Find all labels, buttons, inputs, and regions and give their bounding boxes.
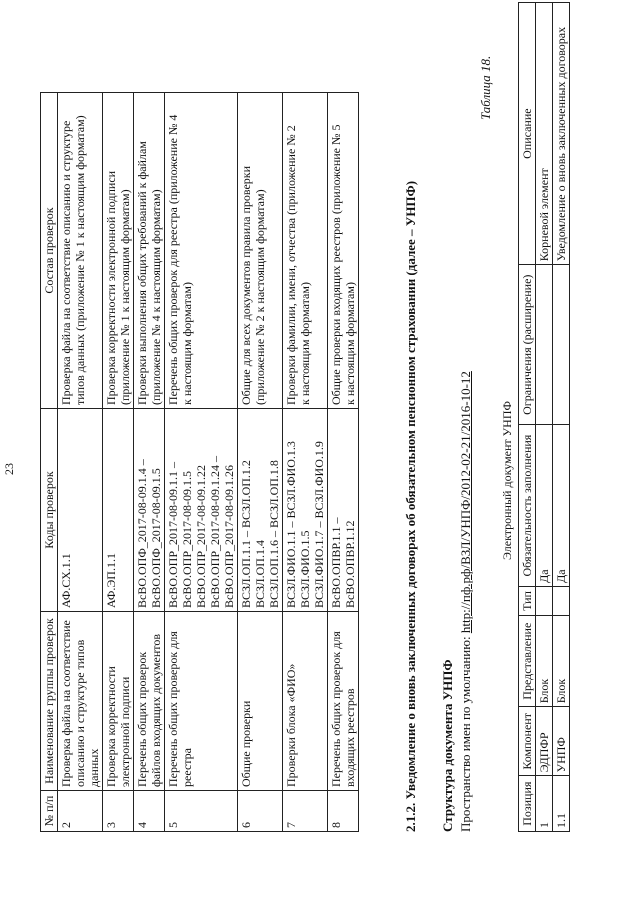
row-codes <box>58 409 103 612</box>
table-row <box>58 93 103 832</box>
row-num: 2 <box>58 791 103 832</box>
row-num: 7 <box>283 791 328 832</box>
code-line: ВсВО.ОПР_2017-08-09.1.24 – <box>208 456 222 608</box>
docs-cell: 1 <box>536 776 553 832</box>
code-line: ВСЗЛ.ФИО.1.5 <box>298 530 312 608</box>
code-line: ВсВО.ОПР_2017-08-09.1.1 – <box>166 462 180 608</box>
header-num: № п/п <box>41 791 58 832</box>
checks-body <box>58 93 359 832</box>
table-row <box>134 93 165 832</box>
checks-header-row <box>41 93 58 832</box>
namespace-line <box>458 371 474 832</box>
row-num: 8 <box>328 791 359 832</box>
code-line: ВСЗЛ.ОП.1.4 <box>253 540 267 608</box>
header-codes: Коды проверок <box>41 409 58 612</box>
docs-header-cell: Тип <box>519 586 536 615</box>
row-composition <box>165 93 238 409</box>
composition-line: Проверка корректности электронной подписи <box>104 170 118 405</box>
table-row <box>103 93 134 832</box>
code-line: ВСЗЛ.ФИО.1.1 – ВСЗЛ.ФИО.1.3 <box>284 441 298 608</box>
composition-line: к настоящим форматам) <box>298 282 312 405</box>
docs-cell: Уведомление о вновь заключенных договорах <box>553 3 570 265</box>
table-row <box>283 93 328 832</box>
row-composition <box>238 93 283 409</box>
row-codes <box>328 409 359 612</box>
code-line: ВСЗЛ.ОП.1.6 – ВСЗЛ.ОП.1.8 <box>267 460 281 608</box>
docs-header-cell: Описание <box>519 3 536 265</box>
table-row <box>238 93 283 832</box>
docs-cell: Блок <box>553 616 570 707</box>
row-composition <box>328 93 359 409</box>
composition-line: (приложение № 1 к настоящим форматам) <box>118 189 132 405</box>
row-group: Общие проверки <box>238 612 283 791</box>
row-codes <box>103 409 134 612</box>
table-row <box>536 3 553 832</box>
composition-line: (приложение № 2 к настоящим форматам) <box>253 189 267 405</box>
header-group: Наименование группы проверок <box>41 612 58 791</box>
composition-line: типов данных (приложение № 1 к настоящим форматам) <box>73 115 87 405</box>
row-group: Перечень общих проверок для входящих реестров <box>328 612 359 791</box>
docs-header-cell: Позиция <box>519 776 536 832</box>
row-num: 5 <box>165 791 238 832</box>
doc-caption: Электронный документ УНПФ <box>500 401 514 560</box>
docs-body <box>536 3 570 832</box>
docs-header-row <box>519 3 536 832</box>
row-codes <box>165 409 238 612</box>
code-line: ВсВО.ОПФ_2017-08-09.1.5 <box>149 468 163 608</box>
row-codes <box>283 409 328 612</box>
header-composition: Состав проверок <box>41 93 58 409</box>
section-heading: 2.1.2. Уведомление о вновь заключенных договорах об обязательном пенсионном страховании (далее – УНПФ) <box>403 180 418 832</box>
namespace-label: Пространство имен по умолчанию: <box>458 636 473 832</box>
composition-line: к настоящим форматам) <box>180 282 194 405</box>
composition-line: Перечень общих проверок для реестра (приложение № 4 <box>166 114 180 405</box>
namespace-link[interactable]: http://пф.рф/ВЗЛ/УНПФ/2012-02-21/2016-10-12 <box>458 371 473 634</box>
docs-cell: 1.1 <box>553 776 570 832</box>
composition-line: Проверки фамилии, имени, отчества (приложение № 2 <box>284 125 298 405</box>
row-num: 4 <box>134 791 165 832</box>
table-row <box>165 93 238 832</box>
row-num: 3 <box>103 791 134 832</box>
docs-cell: Да <box>536 425 553 587</box>
table-title: Таблица 18. <box>478 55 493 120</box>
row-composition <box>58 93 103 409</box>
code-line: ВсВО.ОПВР.1.12 <box>343 520 357 608</box>
docs-header-cell: Представление <box>519 616 536 707</box>
row-codes <box>134 409 165 612</box>
composition-line: к настоящим форматам) <box>343 282 357 405</box>
code-line: АФ.СХ.1.1 <box>59 553 73 608</box>
docs-cell: УНПФ <box>553 707 570 776</box>
row-group: Проверка файла на соответствие описанию и структуре типов данных <box>58 612 103 791</box>
code-line: ВСЗЛ.ФИО.1.7 – ВСЗЛ.ФИО.1.9 <box>312 441 326 608</box>
docs-header-cell: Компонент <box>519 707 536 776</box>
code-line: ВСЗЛ.ОП.1.1 – ВСЗЛ.ОП.1.2 <box>239 460 253 608</box>
docs-cell: ЭДПФР <box>536 707 553 776</box>
structure-title: Структура документа УНПФ <box>440 659 455 832</box>
table-row <box>553 3 570 832</box>
docs-cell: Корневой элемент <box>536 3 553 265</box>
docs-cell <box>553 265 570 425</box>
docs-cell: Да <box>553 425 570 587</box>
docs-header-cell: Ограничения (расширение) <box>519 265 536 425</box>
docs-cell <box>536 586 553 615</box>
row-codes <box>238 409 283 612</box>
row-num: 6 <box>238 791 283 832</box>
code-line: ВсВО.ОПФ_2017-08-09.1.4 – <box>135 459 149 608</box>
composition-line: Проверка файла на соответствие описанию и структуре <box>59 120 73 405</box>
row-composition <box>283 93 328 409</box>
code-line: ВсВО.ОПР_2017-08-09.1.5 <box>180 471 194 608</box>
row-group: Перечень общих проверок файлов входящих документов <box>134 612 165 791</box>
checks-table <box>40 92 359 832</box>
docs-header-cell: Обязательность заполнения <box>519 425 536 587</box>
table-row <box>328 93 359 832</box>
docs-cell <box>553 586 570 615</box>
row-group: Проверка корректности электронной подписи <box>103 612 134 791</box>
composition-line: Проверки выполнения общих требований к файлам <box>135 141 149 405</box>
docs-cell: Блок <box>536 616 553 707</box>
code-line: ВсВО.ОПВР.1.1 – <box>329 517 343 608</box>
docs-cell <box>536 265 553 425</box>
document-structure-table <box>518 2 570 832</box>
composition-line: Общие для всех документов правила проверки <box>239 165 253 405</box>
page-number: 23 <box>2 463 16 475</box>
row-group: Перечень общих проверок для реестра <box>165 612 238 791</box>
code-line: ВсВО.ОПР_2017-08-09.1.26 <box>222 465 236 608</box>
row-composition <box>134 93 165 409</box>
row-group: Проверки блока «ФИО» <box>283 612 328 791</box>
row-composition <box>103 93 134 409</box>
code-line: АФ.ЭП.1.1 <box>104 553 118 608</box>
composition-line: Общие проверки входящих реестров (приложение № 5 <box>329 124 343 405</box>
composition-line: (приложение № 4 к настоящим форматам) <box>149 189 163 405</box>
code-line: ВсВО.ОПР_2017-08-09.1.22 <box>194 465 208 608</box>
